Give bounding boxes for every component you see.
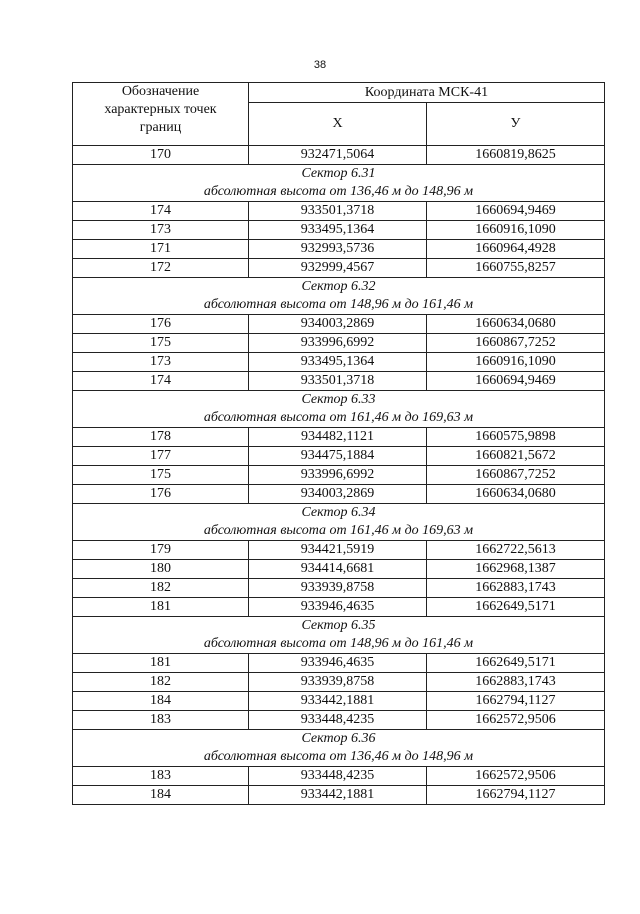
y-coordinate-cell: 1660575,9898 [427,428,605,447]
point-id-cell: 183 [73,767,249,786]
x-coordinate-cell: 933442,1881 [249,692,427,711]
table-row [73,541,605,560]
x-coordinate-cell: 934414,6681 [249,560,427,579]
table-row [73,786,605,805]
sector-title-row [73,730,605,749]
point-id-cell: 177 [73,447,249,466]
y-coordinate-cell: 1662968,1387 [427,560,605,579]
y-coordinate-cell: 1662649,5171 [427,598,605,617]
table-row [73,202,605,221]
sector-title-row [73,391,605,410]
table-row [73,692,605,711]
x-coordinate-cell: 933442,1881 [249,786,427,805]
point-id-cell: 176 [73,485,249,504]
y-coordinate-cell: 1660694,9469 [427,372,605,391]
y-coordinate-cell: 1662883,1743 [427,673,605,692]
point-id-cell: 180 [73,560,249,579]
x-coordinate-cell: 933939,8758 [249,673,427,692]
y-coordinate-cell: 1662572,9506 [427,711,605,730]
y-column-header: У [427,103,605,146]
point-id-cell: 181 [73,654,249,673]
x-coordinate-cell: 933996,6992 [249,334,427,353]
x-coordinate-cell: 934003,2869 [249,315,427,334]
sector-title: Сектор 6.32 [73,278,605,297]
point-id-cell: 184 [73,692,249,711]
point-id-cell: 174 [73,202,249,221]
sector-altitude-range: абсолютная высота от 148,96 м до 161,46 м [73,635,605,654]
y-coordinate-cell: 1662883,1743 [427,579,605,598]
sector-range-row [73,183,605,202]
point-id-cell: 173 [73,221,249,240]
table-row [73,353,605,372]
y-coordinate-cell: 1660916,1090 [427,353,605,372]
point-id-cell: 171 [73,240,249,259]
y-coordinate-cell: 1662649,5171 [427,654,605,673]
header-row-top [73,83,605,103]
table-body [73,146,605,805]
y-coordinate-cell: 1662722,5613 [427,541,605,560]
sector-title: Сектор 6.36 [73,730,605,749]
x-coordinate-cell: 933495,1364 [249,221,427,240]
table-row [73,221,605,240]
point-id-cell: 170 [73,146,249,165]
x-coordinate-cell: 933939,8758 [249,579,427,598]
x-coordinate-cell: 933448,4235 [249,711,427,730]
point-id-cell: 176 [73,315,249,334]
sector-range-row [73,296,605,315]
y-coordinate-cell: 1660694,9469 [427,202,605,221]
table-row [73,466,605,485]
point-id-cell: 175 [73,466,249,485]
point-id-cell: 183 [73,711,249,730]
table-row [73,711,605,730]
point-id-cell: 182 [73,579,249,598]
x-coordinate-cell: 934475,1884 [249,447,427,466]
sector-title: Сектор 6.33 [73,391,605,410]
sector-range-row [73,748,605,767]
point-id-cell: 174 [73,372,249,391]
table-row [73,146,605,165]
x-coordinate-cell: 933495,1364 [249,353,427,372]
point-label-header-line1: Обозначение [121,84,200,99]
x-coordinate-cell: 933996,6992 [249,466,427,485]
coordinates-table [72,82,605,805]
table-row [73,240,605,259]
point-id-cell: 173 [73,353,249,372]
sector-range-row [73,409,605,428]
y-coordinate-cell: 1660867,7252 [427,334,605,353]
x-coordinate-cell: 934003,2869 [249,485,427,504]
table-row [73,673,605,692]
point-id-cell: 179 [73,541,249,560]
table-row [73,654,605,673]
point-id-cell: 184 [73,786,249,805]
point-label-header [73,83,249,146]
table-row [73,579,605,598]
sector-range-row [73,522,605,541]
table-row [73,447,605,466]
sector-altitude-range: абсолютная высота от 148,96 м до 161,46 м [73,296,605,315]
coordinate-system-header: Координата МСК-41 [249,83,605,103]
sector-altitude-range: абсолютная высота от 136,46 м до 148,96 м [73,183,605,202]
y-coordinate-cell: 1660821,5672 [427,447,605,466]
sector-title-row [73,278,605,297]
sector-range-row [73,635,605,654]
x-coordinate-cell: 934421,5919 [249,541,427,560]
y-coordinate-cell: 1662794,1127 [427,786,605,805]
point-id-cell: 182 [73,673,249,692]
point-id-cell: 181 [73,598,249,617]
x-coordinate-cell: 932999,4567 [249,259,427,278]
x-column-header: Х [249,103,427,146]
sector-title: Сектор 6.34 [73,504,605,523]
x-coordinate-cell: 933501,3718 [249,372,427,391]
x-coordinate-cell: 933501,3718 [249,202,427,221]
y-coordinate-cell: 1660916,1090 [427,221,605,240]
y-coordinate-cell: 1660964,4928 [427,240,605,259]
y-coordinate-cell: 1660755,8257 [427,259,605,278]
sector-title-row [73,617,605,636]
sector-altitude-range: абсолютная высота от 161,46 м до 169,63 м [73,409,605,428]
x-coordinate-cell: 932993,5736 [249,240,427,259]
y-coordinate-cell: 1660867,7252 [427,466,605,485]
table-row [73,334,605,353]
x-coordinate-cell: 933946,4635 [249,654,427,673]
y-coordinate-cell: 1660634,0680 [427,315,605,334]
table-row [73,767,605,786]
table-row [73,598,605,617]
point-id-cell: 172 [73,259,249,278]
sector-title-row [73,165,605,184]
sector-altitude-range: абсолютная высота от 136,46 м до 148,96 м [73,748,605,767]
table-row [73,428,605,447]
table-header [73,83,605,146]
point-id-cell: 178 [73,428,249,447]
sector-title: Сектор 6.35 [73,617,605,636]
y-coordinate-cell: 1660634,0680 [427,485,605,504]
table-row [73,315,605,334]
page-number: 38 [313,59,327,71]
y-coordinate-cell: 1662794,1127 [427,692,605,711]
point-id-cell: 175 [73,334,249,353]
sector-altitude-range: абсолютная высота от 161,46 м до 169,63 м [73,522,605,541]
x-coordinate-cell: 932471,5064 [249,146,427,165]
x-coordinate-cell: 933946,4635 [249,598,427,617]
sector-title: Сектор 6.31 [73,165,605,184]
point-label-header-line2: характерных точек [104,102,217,117]
x-coordinate-cell: 933448,4235 [249,767,427,786]
table-row [73,560,605,579]
y-coordinate-cell: 1660819,8625 [427,146,605,165]
y-coordinate-cell: 1662572,9506 [427,767,605,786]
x-coordinate-cell: 934482,1121 [249,428,427,447]
sector-title-row [73,504,605,523]
table-row [73,372,605,391]
point-label-header-line3: границ [139,120,182,135]
table-row [73,485,605,504]
table-row [73,259,605,278]
